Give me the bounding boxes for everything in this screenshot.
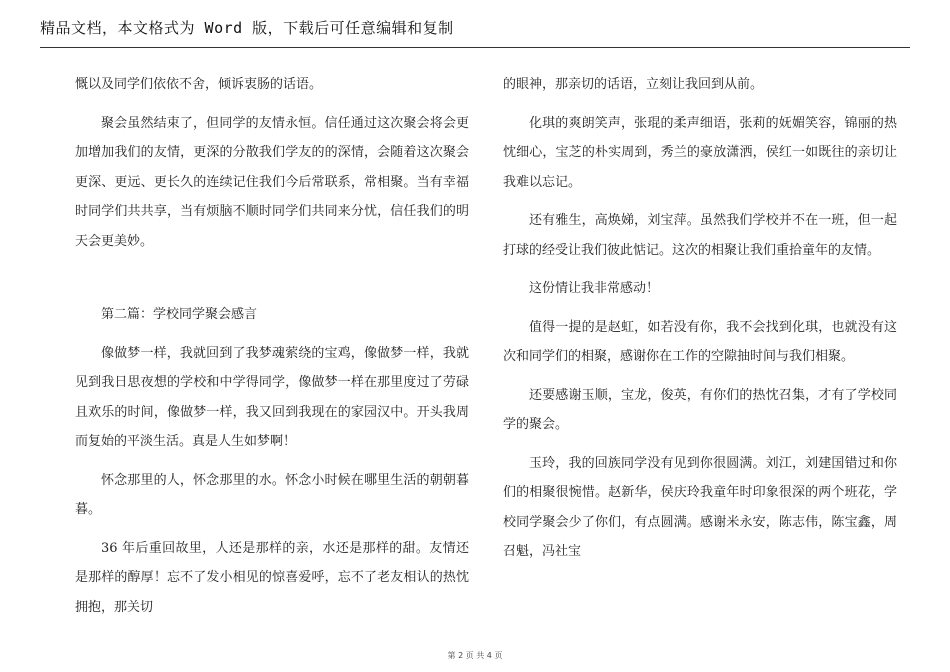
document-header: 精品文档，本文格式为 Word 版，下载后可任意编辑和复制	[40, 19, 454, 37]
paragraph: 36 年后重回故里，人还是那样的亲，水还是那样的甜。友情还是那样的醇厚！忘不了发小相见的惊喜爱呼，忘不了老友相认的热忱拥抱，那关切	[75, 540, 469, 615]
paragraph: 慨以及同学们依依不舍，倾诉衷肠的话语。	[75, 77, 323, 92]
paragraph: 怀念那里的人，怀念那里的水。怀念小时候在哪里生活的朝朝暮暮。	[75, 472, 469, 517]
left-column	[75, 70, 469, 631]
paragraph: 这份情让我非常感动！	[529, 281, 660, 296]
paragraph: 化琪的爽朗笑声，张琨的柔声细语，张莉的妩媚笑容，锦丽的热忱细心，宝芝的朴实周到，秀兰的豪放潇洒，侯红一如既往的亲切让我难以忘记。	[503, 115, 897, 190]
paragraph: 还要感谢玉顺，宝龙，俊英，有你们的热忱召集，才有了学校同学的聚会。	[503, 387, 897, 432]
paragraph: 值得一提的是赵虹，如若没有你，我不会找到化琪，也就没有这次和同学们的相聚，感谢你在工作的空隙抽时间与我们相聚。	[503, 319, 897, 364]
section-gap	[75, 265, 469, 300]
right-column	[503, 70, 897, 576]
section-title: 第二篇：学校同学聚会感言	[101, 307, 258, 322]
paragraph: 的眼神，那亲切的话语，立刻让我回到从前。	[503, 77, 764, 92]
page-number: 第 2 页 共 4 页	[447, 651, 503, 660]
paragraph: 像做梦一样，我就回到了我梦魂萦绕的宝鸡，像做梦一样，我就见到我日思夜想的学校和中学得同学，像做梦一样在那里度过了劳碌且欢乐的时间，像做梦一样，我又回到我现在的家园汉中。开头我周而复始的平淡生活。真是人生如梦啊！	[75, 345, 469, 449]
paragraph: 聚会虽然结束了，但同学的友情永恒。信任通过这次聚会将会更加增加我们的友情，更深的分散我们学友的的深情，会随着这次聚会更深、更远、更长久的连续记住我们今后常联系，常相聚。当有幸福时同学们共共享，当有烦脑不顺时同学们共同来分忧，信任我们的明天会更美妙。	[75, 115, 469, 249]
paragraph: 还有雅生，高焕娣，刘宝萍。虽然我们学校并不在一班，但一起打球的经受让我们彼此惦记。这次的相聚让我们重拾童年的友情。	[503, 213, 897, 258]
header-divider	[40, 47, 910, 48]
paragraph: 玉玲，我的回族同学没有见到你很圆满。刘江，刘建国错过和你们的相聚很惋惜。赵新华，侯庆玲我童年时印象很深的两个班花，学校同学聚会少了你们，有点圆满。感谢米永安，陈志伟，陈宝鑫，周召魁，冯社宝	[503, 455, 897, 559]
